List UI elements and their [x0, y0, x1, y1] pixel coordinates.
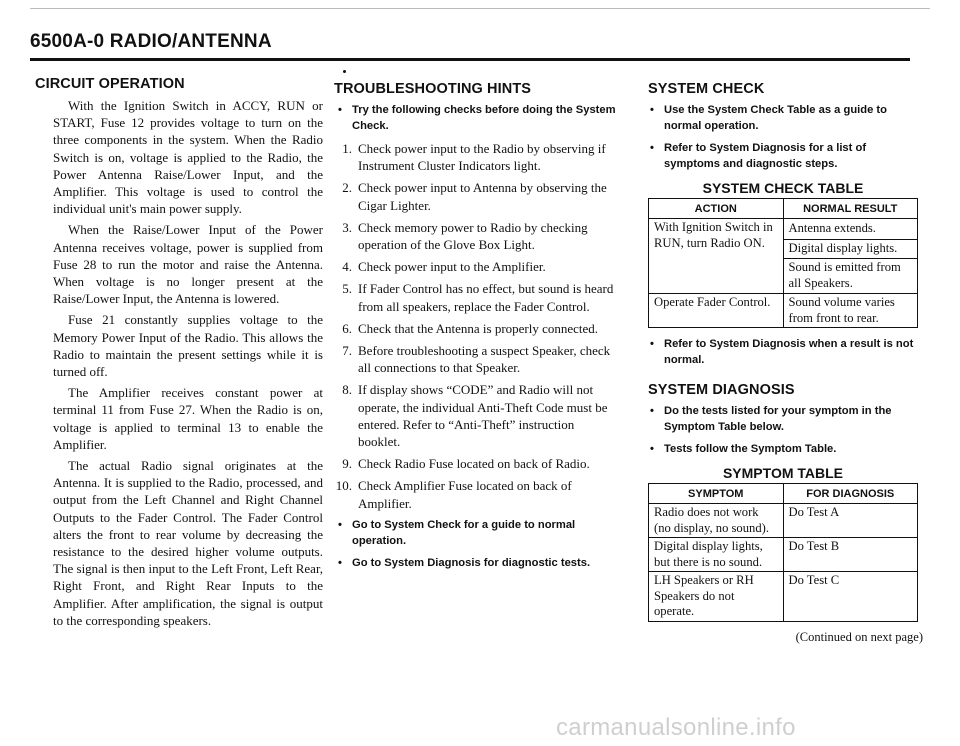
list-item — [322, 219, 618, 253]
circuit-paragraph-5: The actual Radio signal originates at the Antenna. It is supplied to the Radio, processed, and output from the Left Channel and Right Channel Outputs to the Fader Control. The Fader Control alters the front to rear volume by decreasing the resistance to the desired higher volume outputs. The signal is then input to the Left Front, Left Rear, Right Front, and Right Rear Inputs to the Amplifier. After amplification, the signal is output to the corresponding speakers. — [53, 458, 323, 628]
bullet-dot-icon: • — [338, 518, 342, 531]
diagnosis-cell: Do Test C — [783, 572, 918, 622]
troubleshooting-intro: Try the following checks before doing the System Check. — [352, 104, 616, 132]
system-check-section — [648, 68, 923, 645]
step-number: 1. — [342, 141, 352, 156]
table-row — [649, 219, 918, 294]
page-header: 6500A-0 RADIO/ANTENNA — [30, 31, 272, 52]
table-header-row — [649, 484, 918, 504]
bullet-text: Refer to System Diagnosis for a list of symptoms and diagnostic steps. — [664, 142, 867, 170]
step-text: Check Amplifier Fuse located on back of Amplifier. — [358, 478, 572, 511]
system-check-note-list — [648, 336, 923, 368]
action-cell: With Ignition Switch in RUN, turn Radio ON. — [649, 219, 784, 294]
step-number: 5. — [342, 281, 352, 297]
step-number: 9. — [342, 456, 352, 472]
system-check-table-title: SYSTEM CHECK TABLE — [702, 180, 864, 196]
list-item — [322, 342, 618, 376]
continued-note: (Continued on next page) — [795, 629, 923, 644]
bullet-dot-icon: • — [338, 556, 342, 569]
symptom-cell: LH Speakers or RH Speakers do not operate. — [649, 572, 784, 622]
list-item — [322, 140, 618, 174]
diagnosis-cell: Do Test B — [783, 538, 918, 572]
troubleshooting-title: TROUBLESHOOTING HINTS — [334, 81, 532, 97]
symptom-table-title: SYMPTOM TABLE — [722, 465, 844, 481]
circuit-paragraph-1: With the Ignition Switch in ACCY, RUN or START, Fuse 12 provides voltage to turn on the three components in the system. When the Radio Switch is on, voltage is applied to the Radio, the Power Antenna Raise/Lower Input, and the Amplifier. This voltage is used to control the individual unit's main power supply. — [53, 98, 323, 217]
troubleshooting-closing-list — [322, 517, 618, 571]
result-line: Sound is emitted from all Speakers. — [788, 260, 901, 290]
step-text: Check memory power to Radio by checking operation of the Glove Box Light. — [358, 219, 588, 253]
list-item — [648, 140, 923, 172]
step-text: Check power input to the Radio by observing if Instrument Cluster Indicators light. — [358, 141, 606, 174]
bullet-dot-icon: • — [650, 405, 654, 417]
system-check-title: SYSTEM CHECK — [648, 81, 765, 97]
result-cell — [783, 219, 918, 294]
bullet-dot-icon: • — [650, 443, 654, 455]
table-row — [649, 538, 918, 572]
circuit-operation-section — [35, 68, 323, 633]
step-text: If Fader Control has no effect, but sound is heard from all speakers, replace the Fader Control. — [358, 281, 614, 314]
symptom-table — [648, 483, 918, 622]
system-diagnosis-bullets — [648, 403, 923, 457]
bullet-text: Do the tests listed for your symptom in the Symptom Table below. — [664, 405, 892, 433]
column-header: ACTION — [649, 199, 784, 219]
bullet-dot-icon: • — [650, 142, 654, 154]
troubleshooting-steps — [322, 140, 618, 512]
step-text: Check Radio Fuse located on back of Radio. — [358, 456, 590, 472]
list-item — [322, 258, 618, 275]
list-item — [648, 102, 923, 134]
step-text: Check power input to the Amplifier. — [358, 259, 546, 275]
step-number: 7. — [342, 343, 352, 359]
step-number: 6. — [342, 320, 352, 336]
table-header-row — [649, 199, 918, 219]
symptom-cell: Digital display lights, but there is no sound. — [649, 538, 784, 572]
closing-text: Go to System Check for a guide to normal operation. — [352, 518, 576, 547]
step-number: 8. — [342, 382, 352, 398]
system-check-note: Refer to System Diagnosis when a result is not normal. — [664, 338, 914, 366]
watermark: carmanualsonline.info — [556, 714, 796, 741]
list-item — [336, 102, 618, 134]
circuit-operation-title: CIRCUIT OPERATION — [35, 76, 185, 92]
top-edge-line — [30, 8, 930, 9]
step-number: 10. — [335, 478, 352, 494]
table-row — [649, 504, 918, 538]
list-item — [336, 517, 618, 549]
column-header: NORMAL RESULT — [783, 199, 918, 219]
circuit-paragraph-2: When the Raise/Lower Input of the Power Antenna receives voltage, power is supplied from Fuse 28 to run the motor and raise the Antenna. When voltage is no longer present at the Raise/Lower Input, the Antenna is lowered. — [53, 222, 323, 307]
list-item — [336, 555, 618, 571]
list-item — [322, 477, 618, 511]
list-item — [322, 280, 618, 314]
list-item — [322, 320, 618, 337]
diagnosis-cell: Do Test A — [783, 504, 918, 538]
bullet-text: Tests follow the Symptom Table. — [664, 443, 837, 455]
system-check-bullets — [648, 102, 923, 172]
action-cell: Operate Fader Control. — [649, 294, 784, 328]
system-diagnosis-title: SYSTEM DIAGNOSIS — [648, 382, 795, 398]
bullet-dot-icon: • — [338, 104, 342, 116]
closing-text: Go to System Diagnosis for diagnostic tests. — [352, 556, 591, 569]
header-rule — [30, 58, 910, 61]
result-line: Digital display lights. — [784, 240, 918, 260]
troubleshooting-intro-list — [322, 102, 618, 134]
step-number: 2. — [342, 180, 352, 196]
list-item — [322, 455, 618, 472]
list-item — [648, 441, 923, 457]
troubleshooting-section — [322, 68, 618, 577]
column-header: SYMPTOM — [649, 484, 784, 504]
step-number: 3. — [342, 219, 352, 235]
step-text: Before troubleshooting a suspect Speaker, check all connections to that Speaker. — [358, 343, 611, 376]
step-text: Check power input to Antenna by observing the Cigar Lighter. — [358, 180, 607, 213]
bullet-dot-icon: • — [650, 104, 654, 116]
circuit-paragraph-3: Fuse 21 constantly supplies voltage to the Memory Power Input of the Radio. This allows the Radio to maintain the present settings while it is turned off. — [53, 312, 323, 380]
table-row — [649, 572, 918, 622]
bullet-dot-icon: • — [650, 338, 654, 350]
system-check-table — [648, 198, 918, 328]
column-header: FOR DIAGNOSIS — [783, 484, 918, 504]
result-line: Antenna extends. — [784, 220, 918, 240]
bullet-text: Use the System Check Table as a guide to normal operation. — [664, 104, 887, 132]
list-item — [322, 179, 618, 213]
list-item — [322, 381, 618, 450]
step-text: If display shows “CODE” and Radio will not operate, the individual Anti-Theft Code must be entered. Refer to “Anti-Theft” instruction booklet. — [358, 382, 608, 450]
result-cell: Sound volume varies from front to rear. — [783, 294, 918, 328]
table-row — [649, 294, 918, 328]
step-number: 4. — [342, 259, 352, 275]
circuit-paragraph-4: The Amplifier receives constant power at terminal 11 from Fuse 27. When the Radio is on, voltage is applied to terminal 13 to enable the Amplifier. — [53, 385, 323, 452]
symptom-cell: Radio does not work (no display, no sound). — [649, 504, 784, 538]
list-item — [648, 403, 923, 435]
step-text: Check that the Antenna is properly connected. — [358, 320, 599, 336]
list-item — [648, 336, 923, 368]
